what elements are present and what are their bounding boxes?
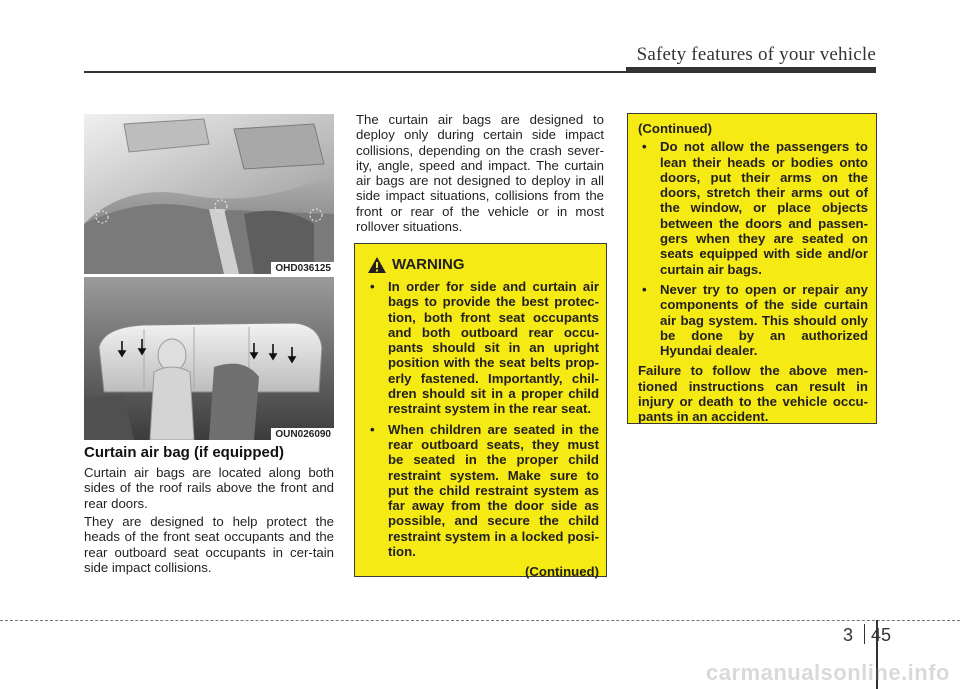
curtain-airbag-illustration bbox=[84, 277, 334, 440]
footer-rule bbox=[0, 620, 960, 621]
list-item: • Do not allow the passengers to lean their heads or bodies onto doors, put their arms on the doors, stretch their arms out of the window, or place objects between the doors and passen-gers when they are seated on seats equipped with side and/or curtain air bags. bbox=[638, 139, 868, 277]
figure-code: OHD036125 bbox=[271, 262, 334, 274]
warning-closing: Failure to follow the above men-tioned instructions can result in injury or death to the vehicle occu-pants in an accident. bbox=[638, 363, 868, 425]
list-item: • When children are seated in the rear outboard seats, they must be seated in the proper child restraint system. Make sure to put the child restraint system as far away from the door side as possible, and secure the child restraint system in a locked posi-tion. bbox=[366, 422, 599, 560]
header-title: Safety features of your vehicle bbox=[636, 44, 876, 65]
warning-title: WARNING bbox=[392, 256, 465, 273]
curtain-airbag-deploy-photo bbox=[84, 277, 334, 440]
continued-note: (Continued) bbox=[525, 564, 599, 580]
warning-box bbox=[354, 243, 607, 580]
chapter-number: 3 bbox=[843, 625, 854, 645]
watermark: carmanualsonline.info bbox=[706, 660, 950, 685]
warning-heading bbox=[366, 256, 599, 273]
page-number-separator bbox=[864, 624, 865, 644]
warning-list bbox=[638, 139, 868, 358]
figure-code: OUN026090 bbox=[271, 428, 334, 440]
roof-airbag-illustration bbox=[84, 114, 334, 274]
header-rule-accent bbox=[626, 67, 876, 73]
warning-triangle-icon bbox=[368, 257, 386, 273]
roof-airbag-photo bbox=[84, 114, 334, 274]
body-paragraph: Curtain air bags are located along both sides of the roof rails above the front and rear doors. bbox=[84, 465, 334, 511]
warning-list bbox=[366, 279, 599, 559]
list-item: • Never try to open or repair any components of the side curtain air bag system. This should only be done by an authorized Hyundai dealer. bbox=[638, 282, 868, 358]
body-paragraph: They are designed to help protect the heads of the front seat occupants and the rear outboard seat occupants in cer-tain side impact collisions. bbox=[84, 514, 334, 575]
list-item: • In order for side and curtain air bags to provide the best protec-tion, both front seat occupants and both outboard rear occu-pants should sit in an upright position with the seat belts prop-erly fastened. Importantly, chil-dren should sit in a proper child restraint system in the rear seat. bbox=[366, 279, 599, 417]
body-paragraph: The curtain air bags are designed to deploy only during certain side impact collisions, depending on the crash sever-ity, angle, speed and impact. The curtain air bags are not designed to deploy in all side impact situations, collisions from the front or rear of the vehicle or in most rollover situations. bbox=[356, 112, 604, 235]
page-number: 45 bbox=[870, 625, 892, 645]
section-heading: Curtain air bag (if equipped) bbox=[84, 444, 285, 461]
continued-heading: (Continued) bbox=[638, 121, 712, 136]
warning-continued-box bbox=[627, 113, 877, 424]
